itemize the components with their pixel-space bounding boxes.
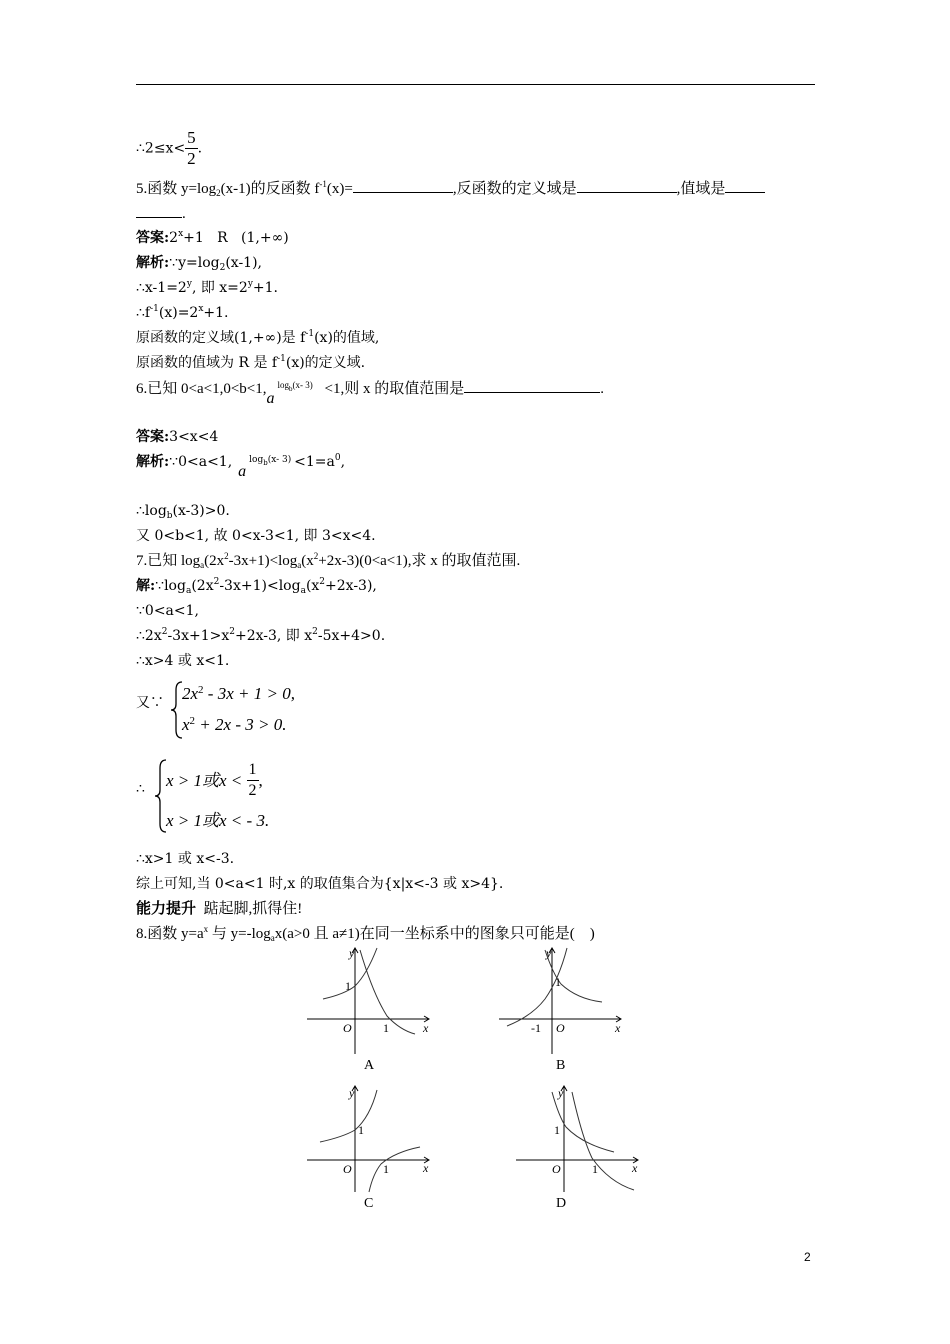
text: +2x-3, 即 x: [234, 628, 313, 644]
solution-7-line-2: [136, 601, 199, 621]
graph-a[interactable]: [305, 944, 435, 1056]
solution-5-line-2: [136, 278, 278, 298]
page-number: 2: [804, 1250, 811, 1264]
text: (2x: [204, 553, 225, 569]
origin-label: O: [343, 1021, 352, 1035]
solution-7-line-1: [136, 576, 377, 596]
text: ,反函数的定义域是: [452, 181, 577, 197]
text: log: [249, 455, 264, 465]
axis-label: y: [558, 1086, 564, 1100]
tick-label: 1: [383, 1021, 389, 1035]
tick-label: 1: [383, 1162, 389, 1176]
graph-label-b[interactable]: B: [556, 1058, 566, 1073]
section-subtitle: 踮起脚,抓得住!: [203, 901, 303, 917]
answer-blank[interactable]: [464, 378, 600, 393]
text: ∵0<a<1,: [169, 454, 233, 470]
question-5-cont: [136, 203, 186, 224]
text: +2x-3)(0<a<1),求 x 的取值范围.: [318, 553, 521, 569]
sup: 2: [229, 627, 235, 637]
text: 3<x<4: [169, 429, 219, 445]
axis-label: y: [349, 946, 355, 960]
text: (x)的定义域.: [285, 355, 366, 371]
sup: 0: [334, 453, 341, 463]
text: +1 R (1,+∞): [183, 230, 289, 246]
answer-blank[interactable]: [353, 178, 453, 193]
sub: 2: [219, 263, 226, 273]
tick-label: 1: [592, 1162, 598, 1176]
tick-label: 1: [345, 979, 351, 993]
text: (x-1)的反函数 f: [220, 181, 320, 197]
question-6: [136, 378, 604, 407]
sub: b: [263, 459, 268, 467]
text: ∴f: [136, 305, 151, 321]
text: (x: [301, 553, 314, 569]
text: (x: [305, 578, 320, 594]
solution-7-line-5: [136, 849, 234, 869]
answer-blank[interactable]: [136, 203, 182, 218]
text: + 2x - 3 > 0.: [195, 715, 287, 734]
solution-7-line-6: [136, 874, 503, 894]
graph-label-a[interactable]: A: [364, 1058, 375, 1073]
text: 综上可知,当 0<a<1 时,x 的取值集合为{x|x<-3 或 x>4}.: [136, 876, 504, 892]
text: (x- 3): [292, 380, 313, 390]
answer-label: 答案:: [136, 230, 170, 246]
axis-label: x: [615, 1021, 621, 1035]
line-inequality: [136, 128, 202, 169]
system-2-row-1: [166, 760, 263, 801]
text: log: [277, 380, 290, 390]
text: x(a>0 且 a≠1)在同一坐标系中的图象只可能是( ): [274, 926, 595, 942]
answer-blank[interactable]: [577, 178, 677, 193]
question-5: [136, 178, 765, 199]
sup: -1: [277, 354, 286, 364]
solution-5-line-4: [136, 328, 379, 348]
header-rule: [136, 84, 815, 85]
solution-6-line-2: [136, 501, 230, 521]
graph-d[interactable]: [514, 1082, 644, 1194]
solution-5-line-3: [136, 303, 229, 323]
sup: 2: [312, 627, 318, 637]
text: ∵y=log: [169, 255, 220, 271]
text: ,值域是: [676, 181, 726, 197]
question-7: [136, 551, 520, 571]
sub: a: [300, 586, 306, 596]
graph-b[interactable]: [497, 944, 627, 1056]
numerator: 5: [187, 128, 196, 147]
solution-6-line-1: [136, 452, 346, 480]
exponent: [278, 375, 313, 395]
sup: 2: [198, 684, 204, 696]
solution-label: 解:: [136, 578, 156, 594]
text: ∴2x: [136, 628, 162, 644]
sub: a: [200, 560, 205, 570]
fraction: [247, 760, 259, 801]
answer-6: [136, 427, 218, 447]
system-2-prefix: ∴: [136, 781, 145, 797]
sup: x: [178, 229, 184, 239]
sub: a: [297, 560, 302, 570]
sup: 2: [313, 551, 319, 561]
sup: -1: [319, 179, 327, 189]
text: .: [197, 140, 203, 157]
axis-label: y: [349, 1086, 355, 1100]
origin-label: O: [556, 1021, 565, 1035]
solution-label: 解析:: [136, 454, 170, 470]
sub: b: [166, 511, 173, 521]
graph-c[interactable]: [305, 1082, 435, 1194]
text: +1.: [203, 305, 229, 321]
solution-label: 解析:: [136, 255, 170, 271]
sup: 2: [319, 577, 326, 587]
text: .: [600, 381, 604, 397]
graph-label-c[interactable]: C: [364, 1196, 374, 1211]
solution-5-line-5: [136, 353, 365, 373]
base: a: [238, 463, 247, 480]
sup: 2: [189, 715, 196, 727]
answer-blank[interactable]: [725, 178, 765, 193]
sub: b: [289, 385, 293, 393]
text: 与 y=-log: [208, 926, 271, 942]
text: (x-3)>0.: [172, 503, 230, 519]
text: , 即 x=2: [191, 280, 248, 296]
text: ,: [340, 454, 346, 470]
text: -3x+1>x: [167, 628, 230, 644]
answer-label: 答案:: [136, 429, 170, 445]
answer-5: [136, 228, 289, 248]
text: 2x: [182, 684, 199, 703]
sup: 2: [213, 577, 220, 587]
text: 原函数的值域为 R 是 f: [136, 355, 278, 371]
text: +2x-3),: [325, 578, 377, 594]
text: 又 0<b<1, 故 0<x-3<1, 即 3<x<4.: [136, 528, 376, 544]
fraction: [185, 128, 198, 169]
text: 8.函数 y=a: [136, 926, 204, 942]
section-heading: [136, 899, 302, 919]
base: a: [266, 390, 275, 407]
text: (x)=: [326, 181, 353, 197]
text: (x)的值域,: [314, 330, 380, 346]
solution-6-line-3: [136, 526, 376, 546]
axis-label: x: [423, 1021, 429, 1035]
axis-label: y: [546, 946, 552, 960]
text: <1,则 x 的取值范围是: [324, 381, 465, 397]
text: ∴2≤x<: [136, 140, 186, 157]
tick-label: 1: [554, 1123, 560, 1137]
tick-label: 1: [358, 1123, 364, 1137]
system-1-row-1: [182, 683, 295, 705]
text: ∵0<a<1,: [136, 603, 199, 619]
text: (2x: [191, 578, 214, 594]
text: -3x+1)<log: [228, 553, 298, 569]
solution-7-line-3: [136, 626, 385, 646]
text: (x-1),: [225, 255, 262, 271]
sup: 2: [161, 627, 168, 637]
denominator: 2: [248, 782, 257, 799]
power-expression: [232, 452, 294, 480]
text: ∵log: [155, 578, 186, 594]
origin-label: O: [552, 1162, 561, 1176]
text: -3x+1)<log: [219, 578, 301, 594]
system-1-prefix: 又∵: [136, 695, 164, 711]
text: ∴x>4 或 x<1.: [136, 653, 230, 669]
axis-label: x: [632, 1161, 638, 1175]
text: ,: [258, 770, 263, 790]
tick-label: 1: [555, 975, 561, 989]
text: x > 1或x <: [166, 770, 247, 790]
solution-7-line-4: [136, 651, 229, 671]
system-1-row-2: [182, 714, 286, 736]
system-2-row-2: x > 1或x < - 3.: [166, 811, 270, 830]
power-expression: [266, 379, 325, 407]
axis-label: x: [423, 1161, 429, 1175]
text: (x- 3): [267, 455, 292, 465]
sup: y: [186, 279, 192, 289]
sup: 2: [224, 551, 229, 561]
text: ∴x-1=2: [136, 280, 187, 296]
section-title: 能力提升: [136, 901, 197, 917]
numerator: 1: [247, 760, 259, 781]
text: 2: [169, 230, 179, 246]
solution-5-line-1: [136, 253, 262, 273]
text: ∴x>1 或 x<-3.: [136, 851, 235, 867]
text: 6.已知 0<a<1,0<b<1,: [136, 381, 267, 397]
sub: a: [270, 933, 275, 943]
sup: y: [247, 279, 253, 289]
question-8: [136, 924, 595, 944]
text: <1=a: [294, 454, 335, 470]
text: .: [182, 206, 186, 222]
text: (x)=2: [158, 305, 199, 321]
tick-label: -1: [531, 1021, 541, 1035]
sup: x: [203, 924, 209, 934]
denominator: 2: [187, 149, 196, 168]
sup: x: [198, 304, 204, 314]
text: +1.: [252, 280, 279, 296]
text: ∴log: [136, 503, 167, 519]
text: -5x+4>0.: [317, 628, 386, 644]
graph-label-d[interactable]: D: [556, 1196, 567, 1211]
origin-label: O: [343, 1162, 352, 1176]
text: x: [182, 715, 190, 734]
text: 7.已知 log: [136, 553, 201, 569]
sub: a: [185, 586, 192, 596]
text: - 3x + 1 > 0,: [203, 684, 295, 703]
sub: 2: [216, 188, 221, 198]
text: 5.函数 y=log: [136, 181, 217, 197]
exponent: [249, 450, 291, 470]
sup: -1: [305, 329, 315, 339]
sup: -1: [150, 304, 159, 314]
text: 原函数的定义域(1,+∞)是 f: [136, 330, 306, 346]
